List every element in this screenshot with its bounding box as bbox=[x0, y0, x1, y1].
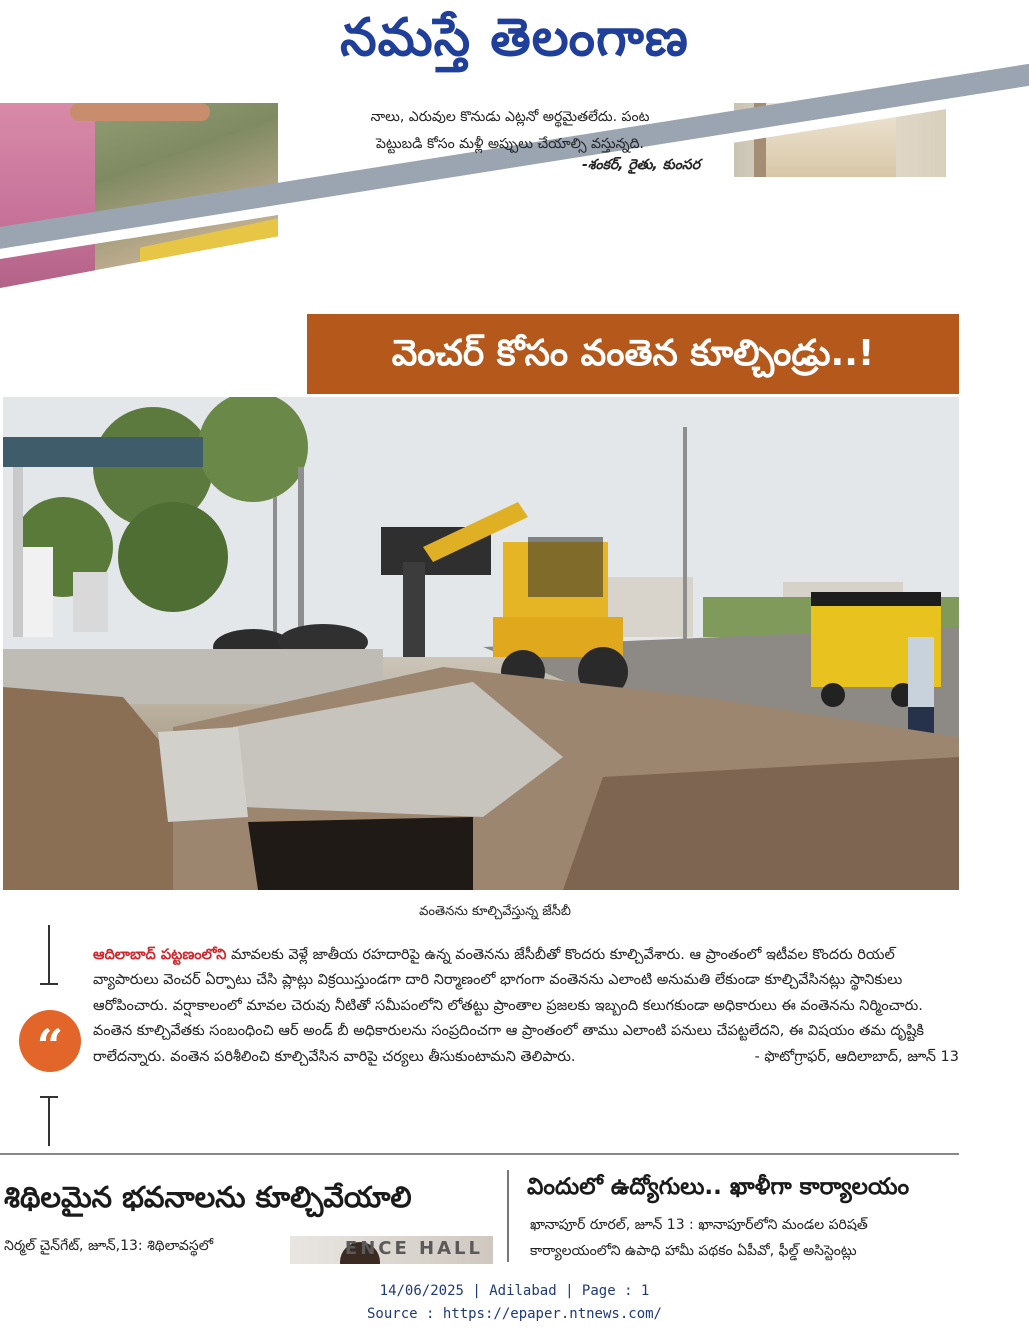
photo-caption: వంతెనను కూల్చివేస్తున్న జేసీబీ bbox=[419, 904, 571, 919]
left-story-headline: శిథిలమైన భవనాలను కూల్చివేయాలి bbox=[4, 1180, 412, 1214]
article-body bbox=[93, 943, 959, 1070]
main-headline: వెంచర్‌ కోసం వంతెన కూల్చిండ్రు..! bbox=[391, 333, 875, 374]
farmer-quote bbox=[310, 104, 710, 158]
article-lead-place: ఆదిలాబాద్‌ పట్టణంలోని bbox=[93, 947, 227, 963]
right-story-line-2: కార్యాలయంలోని ఉపాధి హామీ పథకం ఏపీవో, ఫీల్డ్‌ అసిస్టెంట్లు bbox=[530, 1243, 857, 1259]
farmer-quote-credit: -శంకర్‌, రైతు, కుంసర bbox=[581, 157, 700, 173]
masthead-logo: నమస్తే తెలంగాణ bbox=[340, 7, 689, 68]
article-text: మావలకు వెళ్లే జాతీయ రహదారిపై ఉన్న వంతెనను జేసీబీతో కొందరు కూల్చివేశారు. ఆ ప్రాంతంలో ఇటీవల కొందరు రియల్‌ వ్యాపారులు వెంచర్‌ ఏర్పాటు చేసి ప్లాట్లు విక్రయిస్తుండగా దారి నిర్మాణంలో భాగంగా వంతెనను ఎలాంటి అనుమతి లేకుండా కూల్చివేసినట్లు స్థానికులు ఆరోపించారు. వర్షాకాలంలో మావల చెరువు నీటితో సమీపంలోని లోతట్టు ప్రాంతాల ప్రజలకు ఇబ్బంది కలుగకుండా అధికారులు ఈ వంతెనను నిర్మించారు. వంతెన కూల్చివేతకు సంబంధించి ఆర్‌ అండ్‌ బీ అధికారులను సంప్రదించగా ఆ ప్రాంతంలో తాము ఎలాంటి పనులు చేపట్టలేదని, ఈ విషయం తమ దృష్టికి రాలేదన్నారు. వంతెన పరిశీలించి కూల్చివేసిన వారిపై చర్యలు తీసుకుంటామని తెలిపారు. bbox=[93, 947, 924, 1065]
farmer-quote-line-1: నాలు, ఎరువుల కొనుడు ఎట్లనో అర్థమైతలేదు. పంట bbox=[370, 109, 650, 125]
left-story-photo-sign: ENCE HALL bbox=[344, 1238, 483, 1259]
column-divider bbox=[507, 1170, 509, 1262]
footer-date-edition: 14/06/2025 | Adilabad | Page : 1 bbox=[379, 1283, 650, 1299]
right-story-line-1: ఖానాపూర్‌ రూరల్‌, జూన్‌ 13 : ఖానాపూర్‌లోని మండల పరిషత్‌ bbox=[530, 1217, 868, 1233]
article-byline: - ఫొటోగ్రాఫర్‌, ఆదిలాబాద్‌, జూన్‌ 13 bbox=[754, 1048, 959, 1065]
section-divider bbox=[0, 1153, 959, 1155]
quote-mark-icon: “ bbox=[19, 1010, 81, 1072]
article-rule-bottom bbox=[48, 1096, 50, 1146]
article-rule-top bbox=[48, 925, 50, 983]
main-news-photo bbox=[3, 397, 959, 890]
farmer-quote-line-2: పెట్టుబడి కోసం మళ్లీ అప్పులు చేయాల్సి వస్తున్నది. bbox=[376, 136, 644, 152]
left-story-photo bbox=[290, 1236, 493, 1264]
left-story-body: నిర్మల్‌ చైన్‌గేట్‌, జూన్‌,13: శిథిలావస్థలో bbox=[4, 1238, 214, 1254]
article-rule-cap-top bbox=[40, 983, 58, 985]
footer-source: Source : https://epaper.ntnews.com/ bbox=[366, 1306, 662, 1322]
right-story-headline: విందులో ఉద్యోగులు.. ఖాళీగా కార్యాలయం bbox=[527, 1174, 910, 1200]
right-story-body bbox=[530, 1212, 960, 1264]
